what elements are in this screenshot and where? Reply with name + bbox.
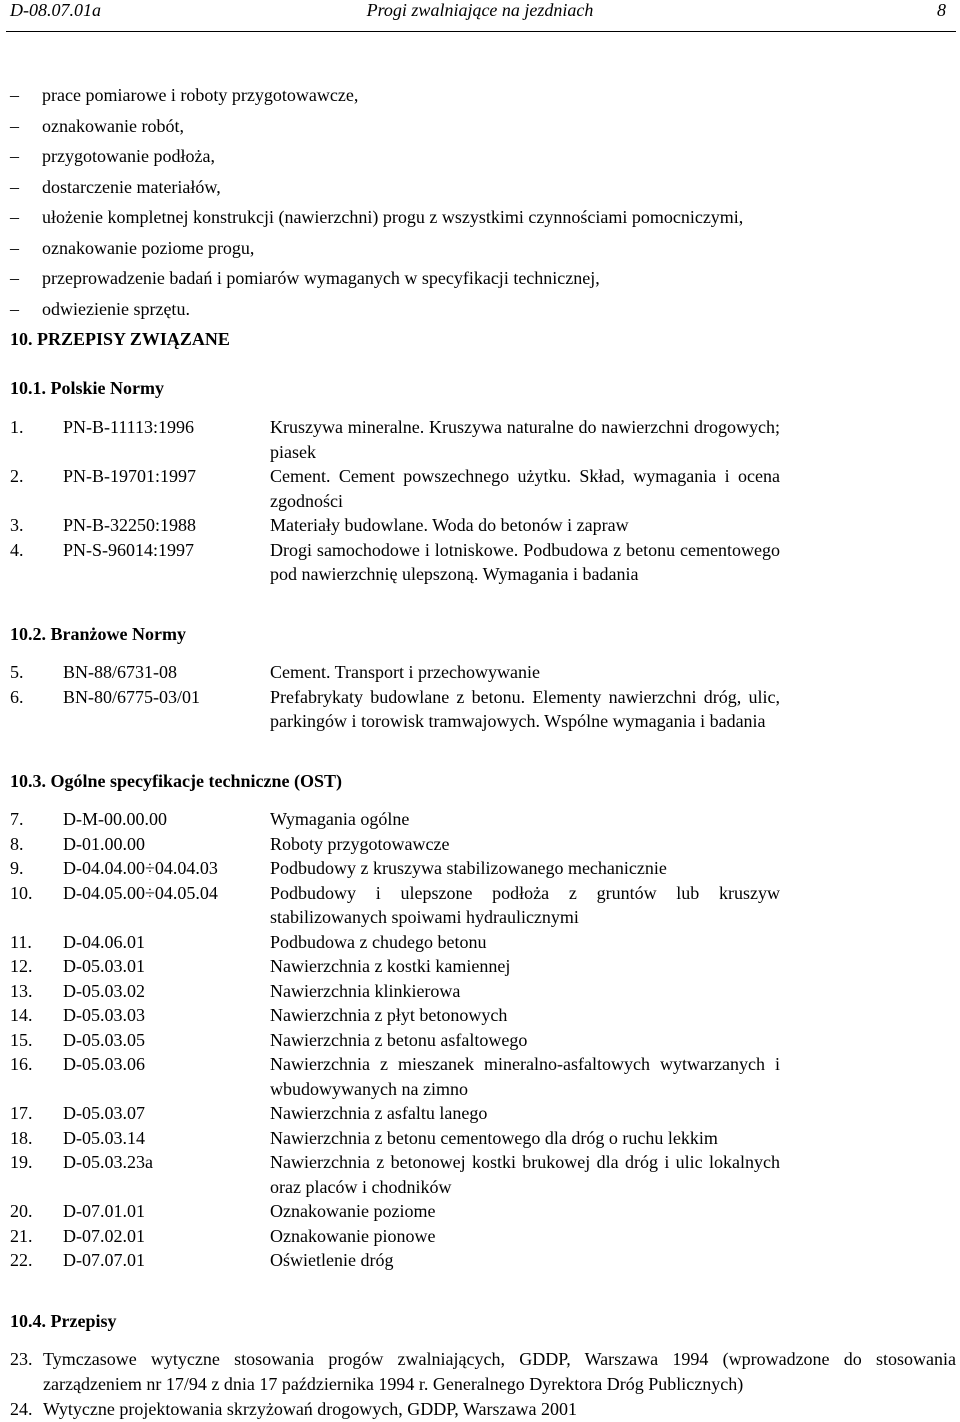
- norm-description: Oświetlenie dróg: [270, 1250, 394, 1270]
- norm-code: D-01.00.00: [63, 833, 145, 854]
- list-item: – oznakowanie poziome progu,: [10, 235, 743, 266]
- norm-number: 8.: [10, 833, 24, 854]
- norm-number: 11.: [10, 931, 32, 952]
- norm-number: 4.: [10, 539, 24, 560]
- norm-number: 3.: [10, 515, 24, 535]
- norm-row: [10, 856, 780, 881]
- regulation-description: Tymczasowe wytyczne stosowania progów zwalniających, GDDP, Warszawa 1994 (wprowadzone do stosowania zarządzeniem nr 17/94 z dnia 17 października 1994 r. Generalnego Dyrektora Dróg Publicznych): [43, 1349, 956, 1394]
- norm-number: 20.: [10, 1201, 33, 1221]
- doc-code: D-08.07.01a: [10, 0, 101, 20]
- norm-code: D-05.03.02: [63, 980, 145, 1001]
- norm-code: D-M-00.00.00: [63, 809, 167, 829]
- norm-description: Podbudowy i ulepszone podłoża z gruntów lub kruszyw stabilizowanych spoiwami hydraulicznymi: [270, 882, 780, 927]
- norm-row: [10, 1248, 780, 1273]
- work-items-list: [10, 82, 743, 326]
- norm-description: Podbudowa z chudego betonu: [270, 931, 487, 952]
- header-divider: [6, 31, 956, 32]
- norm-description: Nawierzchnia z betonu cementowego dla dróg o ruchu lekkim: [270, 1127, 718, 1148]
- norm-row: [10, 954, 780, 979]
- norm-number: 14.: [10, 1005, 33, 1025]
- list-item: – przeprowadzenie badań i pomiarów wymaganych w specyfikacji technicznej,: [10, 265, 743, 296]
- regulations-list: [10, 1347, 956, 1422]
- norm-number: 5.: [10, 662, 24, 682]
- norm-description: Nawierzchnia z płyt betonowych: [270, 1005, 508, 1025]
- section-10-heading: 10. PRZEPISY ZWIĄZANE: [10, 329, 230, 349]
- norm-description: Materiały budowlane. Woda do betonów i zapraw: [270, 515, 629, 535]
- norm-description: Roboty przygotowawcze: [270, 833, 450, 854]
- norm-description: Nawierzchnia klinkierowa: [270, 980, 461, 1001]
- industry-norms-list: [10, 660, 780, 734]
- norm-number: 17.: [10, 1103, 33, 1123]
- norm-number: 12.: [10, 956, 33, 976]
- polish-norms-list: [10, 415, 780, 587]
- list-item: – odwiezienie sprzętu.: [10, 296, 743, 327]
- norm-row: [10, 1126, 780, 1151]
- norm-row: [10, 1150, 780, 1199]
- norm-number: 2.: [10, 466, 24, 486]
- norm-number: 13.: [10, 980, 33, 1001]
- norm-description: Nawierzchnia z mieszanek mineralno-asfaltowych wytwarzanych i wbudowywanych na zimno: [270, 1054, 780, 1099]
- norm-code: D-05.03.07: [63, 1103, 145, 1123]
- norm-number: 16.: [10, 1054, 33, 1074]
- norm-row: [10, 660, 780, 685]
- norm-description: Nawierzchnia z betonu asfaltowego: [270, 1029, 528, 1050]
- norm-code: D-04.06.01: [63, 931, 145, 952]
- norm-description: Drogi samochodowe i lotniskowe. Podbudowa z betonu cementowego pod nawierzchnię ulepszoną. Wymagania i badania: [270, 539, 780, 584]
- norm-number: 18.: [10, 1127, 33, 1148]
- norm-description: Cement. Cement powszechnego użytku. Skład, wymagania i ocena zgodności: [270, 466, 780, 511]
- norm-code: D-07.07.01: [63, 1250, 145, 1270]
- doc-title: Progi zwalniające na jezdniach: [366, 0, 594, 20]
- norm-row: [10, 1101, 780, 1126]
- norm-code: D-04.05.00÷04.05.04: [63, 882, 218, 903]
- norm-code: PN-B-19701:1997: [63, 466, 197, 486]
- norm-code: D-07.01.01: [63, 1201, 145, 1221]
- norm-description: Prefabrykaty budowlane z betonu. Elementy nawierzchni dróg, ulic, parkingów i torowisk tramwajowych. Wspólne wymagania i badania: [270, 686, 780, 731]
- norm-description: Nawierzchnia z kostki kamiennej: [270, 956, 511, 976]
- regulation-description: Wytyczne projektowania skrzyżowań drogowych, GDDP, Warszawa 2001: [43, 1399, 577, 1419]
- norm-row: [10, 930, 780, 955]
- list-item: – prace pomiarowe i roboty przygotowawcze,: [10, 82, 743, 113]
- norm-row: [10, 415, 780, 464]
- norm-row: [10, 832, 780, 857]
- norm-description: Nawierzchnia z betonowej kostki brukowej dla dróg i ulic lokalnych oraz placów i chodników: [270, 1152, 780, 1197]
- norm-number: 19.: [10, 1152, 33, 1172]
- norm-number: 1.: [10, 417, 24, 437]
- norm-code: D-05.03.01: [63, 956, 145, 976]
- norm-code: PN-B-32250:1988: [63, 515, 197, 535]
- norm-row: [10, 538, 780, 587]
- norm-row: [10, 1199, 780, 1224]
- norm-row: [10, 685, 780, 734]
- list-item: – oznakowanie robót,: [10, 113, 743, 144]
- norm-row: [10, 513, 780, 538]
- page-number: 8: [937, 0, 946, 20]
- norm-code: D-05.03.03: [63, 1005, 145, 1025]
- norm-description: Oznakowanie poziome: [270, 1201, 436, 1221]
- section-10-2-heading: 10.2. Branżowe Normy: [10, 624, 186, 644]
- norm-row: [10, 1003, 780, 1028]
- norm-code: BN-88/6731-08: [63, 662, 177, 682]
- norm-number: 22.: [10, 1250, 33, 1270]
- regulation-number: 23.: [10, 1349, 33, 1369]
- norm-number: 21.: [10, 1225, 33, 1246]
- norm-code: D-07.02.01: [63, 1225, 145, 1246]
- norm-row: [10, 1224, 780, 1249]
- norm-code: D-05.03.23a: [63, 1152, 153, 1172]
- norm-code: D-05.03.06: [63, 1054, 145, 1074]
- section-10-4-heading: 10.4. Przepisy: [10, 1311, 117, 1331]
- norm-description: Kruszywa mineralne. Kruszywa naturalne do nawierzchni drogowych; piasek: [270, 417, 780, 462]
- norm-description: Cement. Transport i przechowywanie: [270, 662, 540, 682]
- page-header: [10, 0, 950, 30]
- norm-number: 9.: [10, 858, 24, 878]
- section-10-3-heading: 10.3. Ogólne specyfikacje techniczne (OST): [10, 771, 342, 791]
- norm-row: [10, 979, 780, 1004]
- norm-code: PN-B-11113:1996: [63, 417, 195, 437]
- norm-number: 15.: [10, 1029, 33, 1050]
- norm-code: BN-80/6775-03/01: [63, 686, 200, 707]
- list-item: – dostarczenie materiałów,: [10, 174, 743, 205]
- norm-code: D-05.03.05: [63, 1029, 145, 1050]
- norm-description: Nawierzchnia z asfaltu lanego: [270, 1103, 488, 1123]
- norm-description: Podbudowy z kruszywa stabilizowanego mechanicznie: [270, 858, 667, 878]
- regulation-row: [10, 1397, 956, 1422]
- norm-number: 10.: [10, 882, 33, 903]
- norm-row: [10, 807, 780, 832]
- norm-number: 6.: [10, 686, 24, 707]
- norm-row: [10, 1028, 780, 1053]
- norm-code: PN-S-96014:1997: [63, 539, 195, 560]
- norm-row: [10, 464, 780, 513]
- regulation-row: [10, 1347, 956, 1397]
- list-item: – ułożenie kompletnej konstrukcji (nawierzchni) progu z wszystkimi czynnościami pomocniczymi,: [10, 204, 743, 235]
- list-item: – przygotowanie podłoża,: [10, 143, 743, 174]
- norm-description: Wymagania ogólne: [270, 809, 410, 829]
- norm-number: 7.: [10, 809, 24, 829]
- norm-row: [10, 1052, 780, 1101]
- section-10-1-heading: 10.1. Polskie Normy: [10, 378, 164, 398]
- norm-description: Oznakowanie pionowe: [270, 1225, 436, 1246]
- ost-list: [10, 807, 780, 1273]
- regulation-number: 24.: [10, 1399, 33, 1419]
- norm-code: D-04.04.00÷04.04.03: [63, 858, 218, 878]
- norm-row: [10, 881, 780, 930]
- norm-code: D-05.03.14: [63, 1127, 145, 1148]
